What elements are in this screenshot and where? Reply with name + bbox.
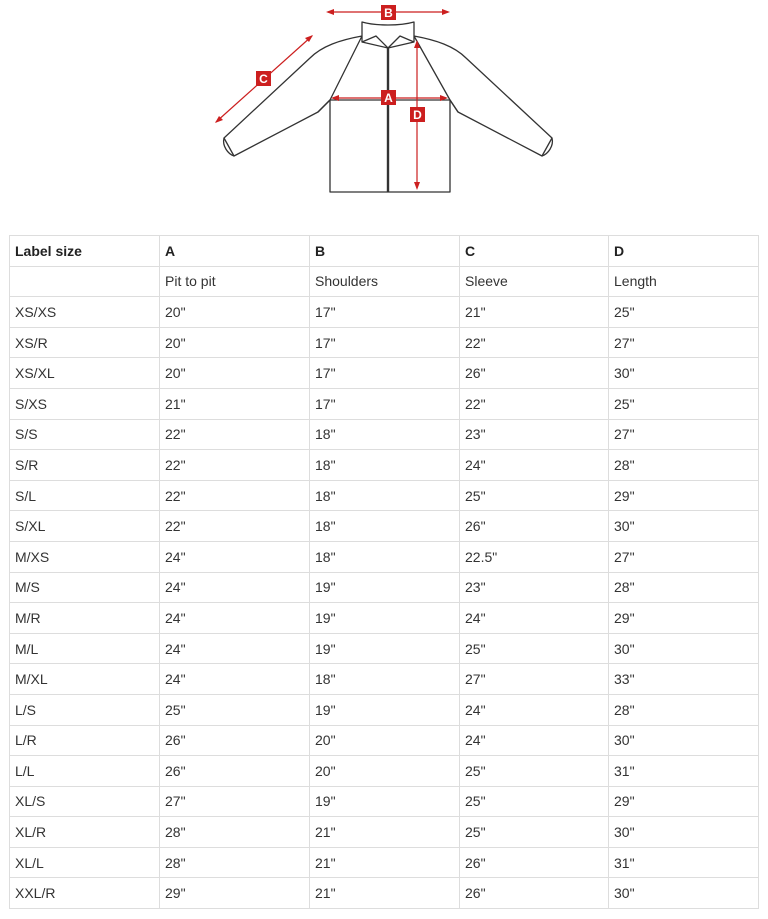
table-row (10, 480, 759, 511)
cell-label-size: M/XS (10, 541, 160, 572)
cell-sleeve: 21" (460, 297, 609, 328)
cell-length: 27" (609, 327, 759, 358)
subheader-label-size (10, 266, 160, 297)
cell-shoulders: 18" (310, 664, 460, 695)
cell-sleeve: 24" (460, 603, 609, 634)
jacket-measurement-diagram (0, 0, 768, 225)
size-chart-table (9, 235, 759, 909)
cell-shoulders: 18" (310, 419, 460, 450)
marker-badge-a (381, 90, 396, 105)
cell-label-size: XS/XL (10, 358, 160, 389)
cell-label-size: XL/L (10, 847, 160, 878)
table-row (10, 358, 759, 389)
cell-label-size: XL/S (10, 786, 160, 817)
cell-label-size: S/L (10, 480, 160, 511)
cell-pit-to-pit: 24" (160, 603, 310, 634)
table-row (10, 603, 759, 634)
table-header-row (10, 236, 759, 267)
cell-pit-to-pit: 22" (160, 419, 310, 450)
cell-shoulders: 17" (310, 388, 460, 419)
cell-shoulders: 17" (310, 358, 460, 389)
cell-length: 30" (609, 817, 759, 848)
cell-sleeve: 24" (460, 694, 609, 725)
marker-label-a: A (384, 91, 393, 105)
cell-pit-to-pit: 20" (160, 358, 310, 389)
cell-sleeve: 22" (460, 327, 609, 358)
cell-sleeve: 25" (460, 786, 609, 817)
subheader-sleeve: Sleeve (460, 266, 609, 297)
cell-label-size: M/L (10, 633, 160, 664)
cell-sleeve: 26" (460, 358, 609, 389)
cell-shoulders: 19" (310, 603, 460, 634)
cell-length: 27" (609, 541, 759, 572)
cell-sleeve: 27" (460, 664, 609, 695)
marker-label-c: C (259, 72, 268, 86)
cell-label-size: S/R (10, 450, 160, 481)
cell-shoulders: 19" (310, 633, 460, 664)
cell-shoulders: 19" (310, 694, 460, 725)
cell-sleeve: 25" (460, 756, 609, 787)
cell-shoulders: 21" (310, 878, 460, 909)
cell-sleeve: 22.5" (460, 541, 609, 572)
cell-pit-to-pit: 27" (160, 786, 310, 817)
cell-length: 31" (609, 756, 759, 787)
cell-length: 30" (609, 878, 759, 909)
cell-pit-to-pit: 24" (160, 541, 310, 572)
cell-length: 28" (609, 572, 759, 603)
cell-shoulders: 21" (310, 847, 460, 878)
table-row (10, 297, 759, 328)
cell-length: 25" (609, 388, 759, 419)
cell-length: 28" (609, 450, 759, 481)
cell-label-size: XL/R (10, 817, 160, 848)
subheader-shoulders: Shoulders (310, 266, 460, 297)
table-row (10, 847, 759, 878)
cell-label-size: XS/XS (10, 297, 160, 328)
cell-sleeve: 24" (460, 725, 609, 756)
cell-pit-to-pit: 22" (160, 450, 310, 481)
cell-pit-to-pit: 20" (160, 327, 310, 358)
table-body (10, 266, 759, 908)
cell-sleeve: 23" (460, 419, 609, 450)
jacket-outline (224, 22, 553, 192)
marker-label-b: B (384, 6, 393, 20)
cell-shoulders: 19" (310, 786, 460, 817)
cell-label-size: S/S (10, 419, 160, 450)
cell-pit-to-pit: 24" (160, 664, 310, 695)
table-row (10, 450, 759, 481)
subheader-pit-to-pit: Pit to pit (160, 266, 310, 297)
cell-pit-to-pit: 25" (160, 694, 310, 725)
table-row (10, 511, 759, 542)
cell-label-size: L/S (10, 694, 160, 725)
table-row (10, 878, 759, 909)
cell-length: 30" (609, 725, 759, 756)
cell-sleeve: 25" (460, 633, 609, 664)
marker-badge-c (256, 71, 271, 86)
cell-length: 25" (609, 297, 759, 328)
cell-pit-to-pit: 24" (160, 572, 310, 603)
cell-shoulders: 17" (310, 297, 460, 328)
table-row (10, 817, 759, 848)
cell-sleeve: 22" (460, 388, 609, 419)
cell-shoulders: 21" (310, 817, 460, 848)
cell-pit-to-pit: 28" (160, 847, 310, 878)
cell-pit-to-pit: 22" (160, 511, 310, 542)
cell-pit-to-pit: 20" (160, 297, 310, 328)
table-row (10, 327, 759, 358)
header-d: D (609, 236, 759, 267)
header-a: A (160, 236, 310, 267)
cell-label-size: M/R (10, 603, 160, 634)
header-label-size: Label size (10, 236, 160, 267)
cell-label-size: L/R (10, 725, 160, 756)
cell-label-size: XXL/R (10, 878, 160, 909)
cell-label-size: XS/R (10, 327, 160, 358)
cell-shoulders: 18" (310, 450, 460, 481)
marker-badge-d (410, 107, 425, 122)
table-row (10, 572, 759, 603)
cell-label-size: S/XL (10, 511, 160, 542)
cell-shoulders: 18" (310, 511, 460, 542)
cell-sleeve: 26" (460, 847, 609, 878)
cell-pit-to-pit: 26" (160, 756, 310, 787)
cell-pit-to-pit: 29" (160, 878, 310, 909)
header-b: B (310, 236, 460, 267)
cell-sleeve: 25" (460, 480, 609, 511)
cell-length: 30" (609, 358, 759, 389)
cell-shoulders: 18" (310, 541, 460, 572)
table-subheader-row (10, 266, 759, 297)
table-row (10, 419, 759, 450)
cell-pit-to-pit: 22" (160, 480, 310, 511)
cell-label-size: M/S (10, 572, 160, 603)
cell-shoulders: 19" (310, 572, 460, 603)
cell-label-size: S/XS (10, 388, 160, 419)
cell-length: 30" (609, 511, 759, 542)
cell-length: 31" (609, 847, 759, 878)
cell-shoulders: 18" (310, 480, 460, 511)
cell-length: 30" (609, 633, 759, 664)
cell-length: 27" (609, 419, 759, 450)
cell-pit-to-pit: 28" (160, 817, 310, 848)
cell-shoulders: 20" (310, 756, 460, 787)
cell-sleeve: 26" (460, 878, 609, 909)
table-row (10, 388, 759, 419)
cell-pit-to-pit: 21" (160, 388, 310, 419)
marker-badge-b (381, 5, 396, 20)
table-row (10, 786, 759, 817)
cell-label-size: M/XL (10, 664, 160, 695)
table-row (10, 664, 759, 695)
cell-sleeve: 23" (460, 572, 609, 603)
cell-shoulders: 20" (310, 725, 460, 756)
cell-length: 28" (609, 694, 759, 725)
cell-length: 29" (609, 786, 759, 817)
subheader-length: Length (609, 266, 759, 297)
table-row (10, 694, 759, 725)
cell-pit-to-pit: 26" (160, 725, 310, 756)
cell-sleeve: 26" (460, 511, 609, 542)
cell-sleeve: 24" (460, 450, 609, 481)
cell-length: 33" (609, 664, 759, 695)
cell-sleeve: 25" (460, 817, 609, 848)
cell-pit-to-pit: 24" (160, 633, 310, 664)
table-row (10, 725, 759, 756)
cell-length: 29" (609, 603, 759, 634)
header-c: C (460, 236, 609, 267)
table-row (10, 541, 759, 572)
table-row (10, 633, 759, 664)
table-row (10, 756, 759, 787)
cell-label-size: L/L (10, 756, 160, 787)
cell-length: 29" (609, 480, 759, 511)
cell-shoulders: 17" (310, 327, 460, 358)
marker-label-d: D (413, 108, 422, 122)
